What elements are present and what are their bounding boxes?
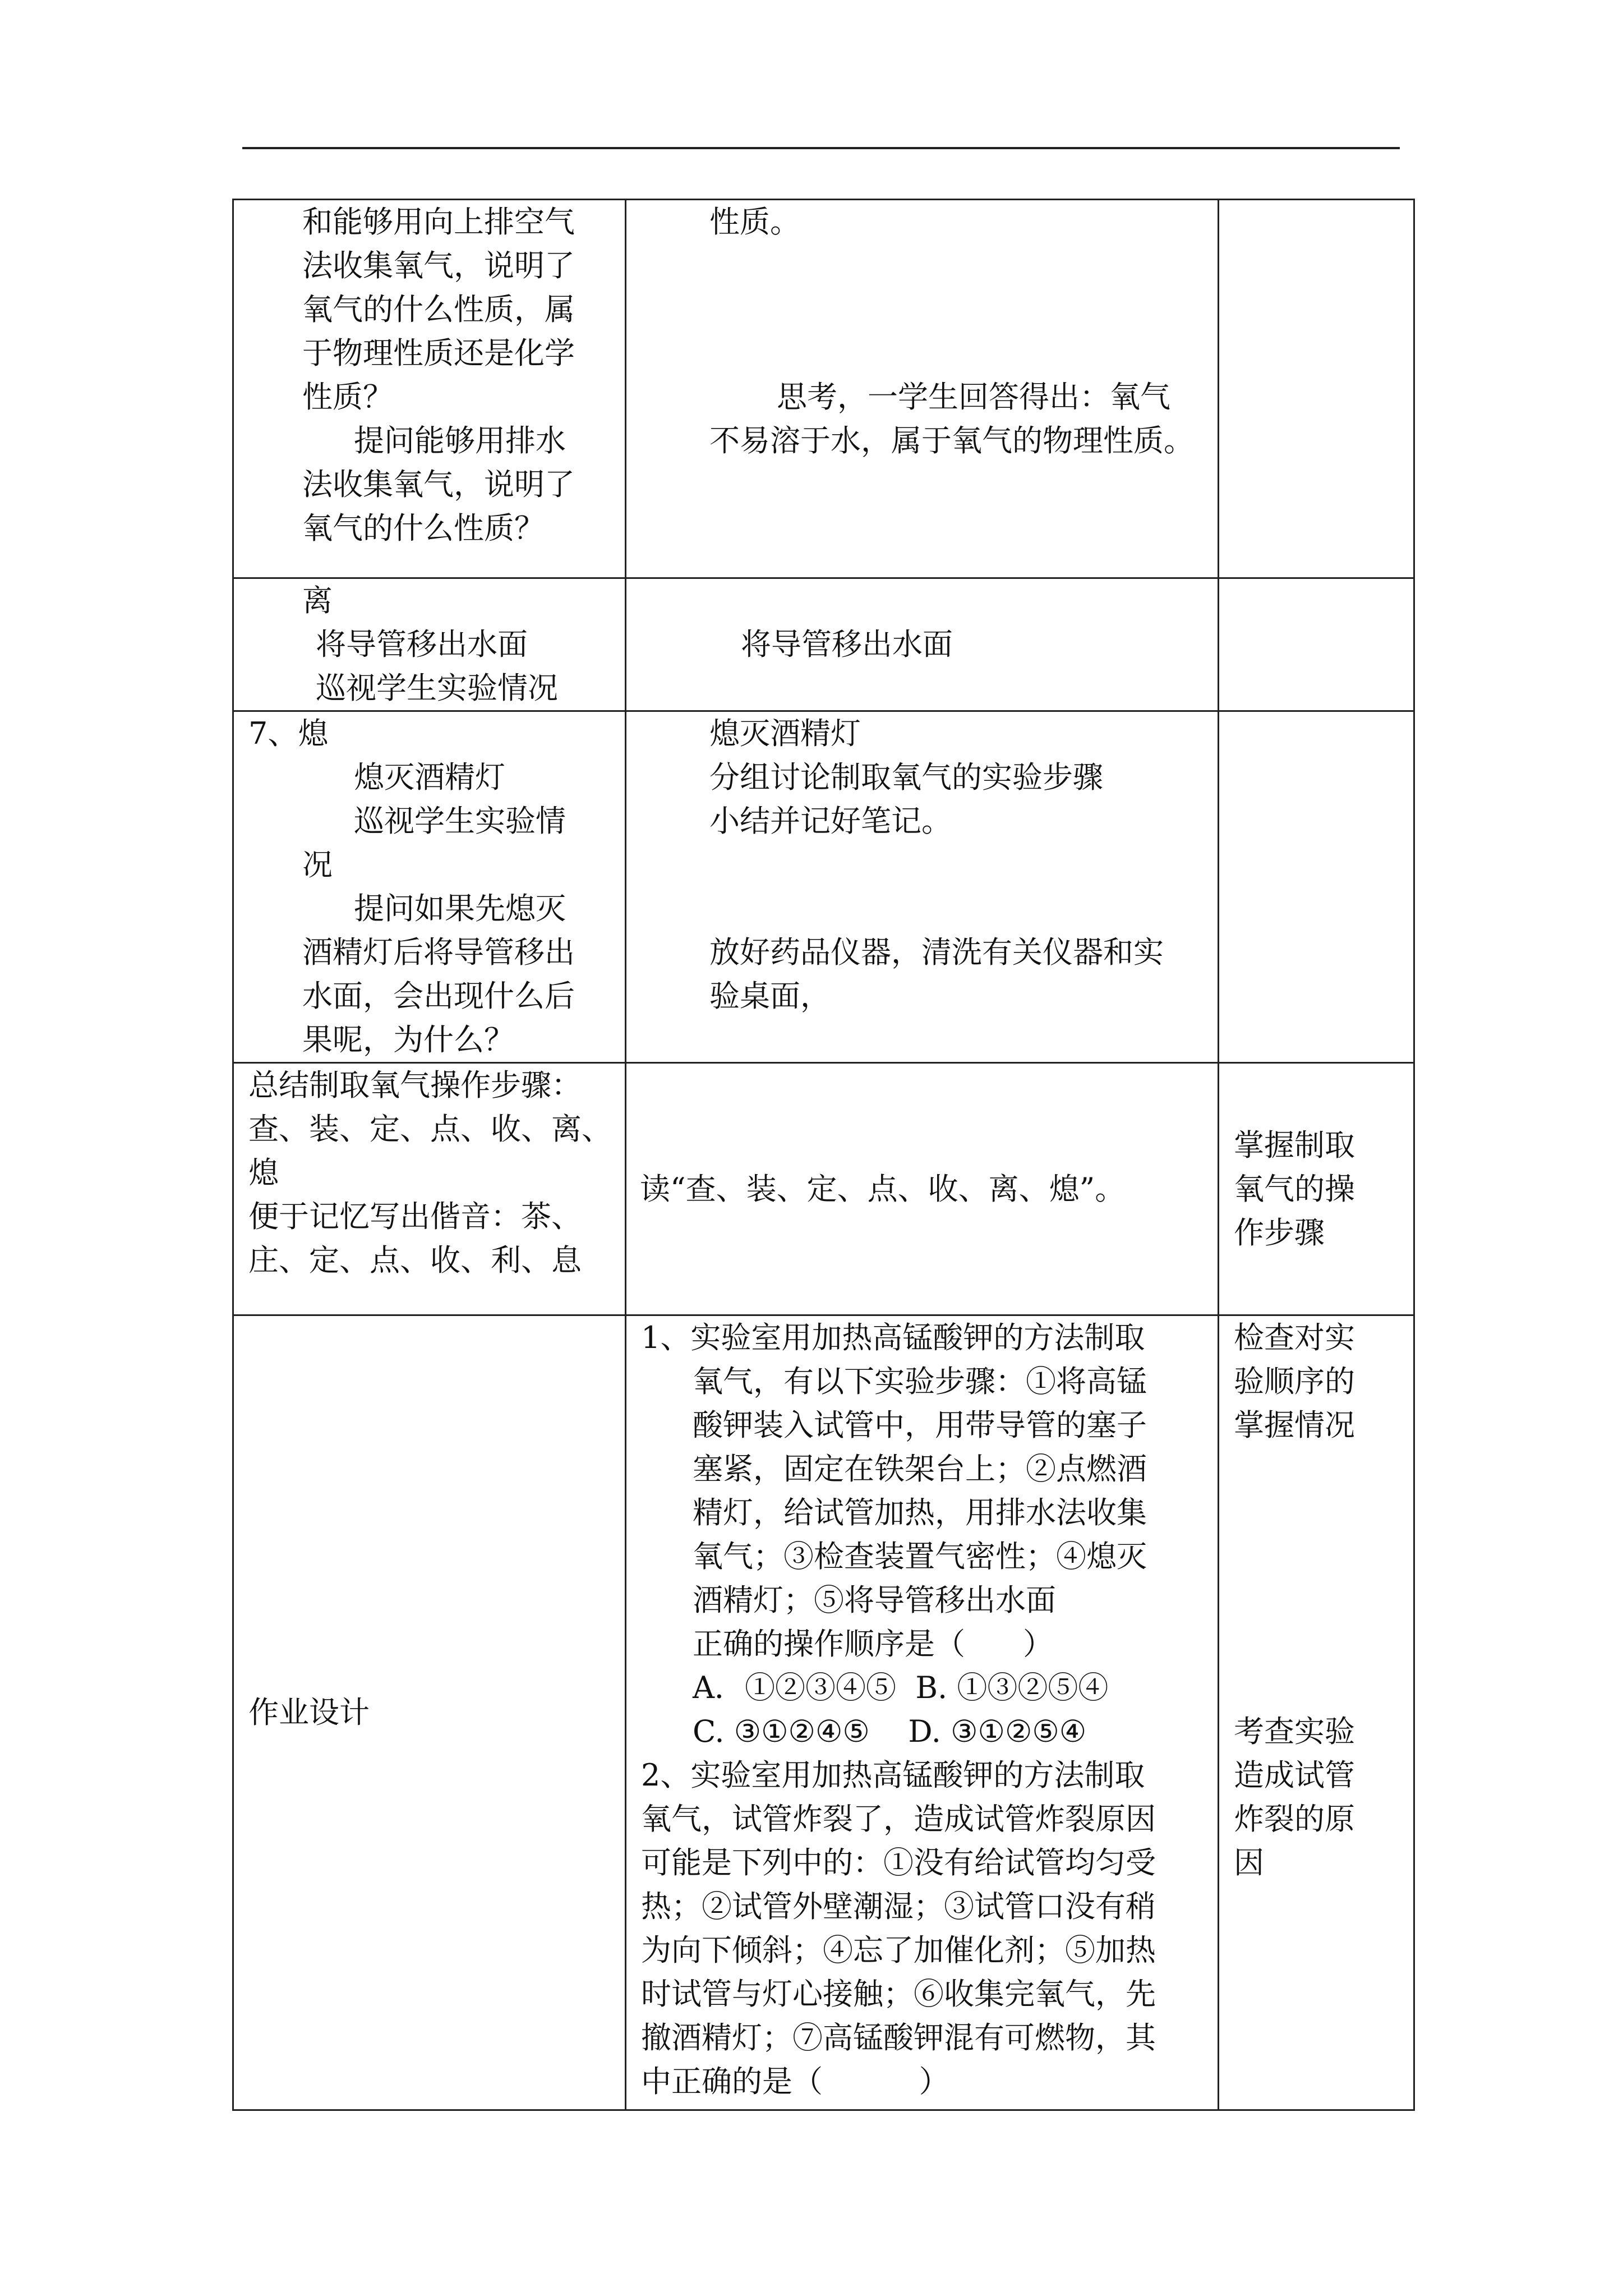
cell-text: 验顺序的 <box>1234 1364 1355 1399</box>
cell-text: 正确的操作顺序是（ ） <box>693 1626 1053 1662</box>
cell-text: 2、实验室用加热高锰酸钾的方法制取 <box>641 1757 1145 1793</box>
cell-text: A．①②③④⑤ B. ①③②⑤④ <box>693 1670 1109 1705</box>
cell-text: 庄、定、点、收、利、息 <box>248 1243 582 1278</box>
cell-text: 性质。 <box>709 204 800 240</box>
cell-text: 验桌面， <box>709 978 831 1014</box>
cell-text: 氧气，试管炸裂了，造成试管炸裂原因 <box>641 1801 1156 1837</box>
cell-text: 熄 <box>248 1155 279 1190</box>
cell-text: 氧气的什么性质，属 <box>302 292 575 327</box>
teacher-activity-cell <box>233 200 626 578</box>
cell-text: 读“查、装、定、点、收、离、熄”。 <box>640 1171 1126 1207</box>
cell-text: 法收集氧气，说明了 <box>302 248 575 283</box>
student-activity-cell <box>626 1315 1219 2110</box>
student-activity-cell <box>626 711 1219 1063</box>
cell-text: C. ③①②④⑤ D. ③①②⑤④ <box>693 1714 1087 1749</box>
cell-text: 塞紧，固定在铁架台上；②点燃酒 <box>693 1451 1147 1487</box>
teacher-activity-cell <box>233 578 626 711</box>
intent-cell <box>1219 1063 1414 1315</box>
intent-cell <box>1219 1315 1414 2110</box>
table-row <box>233 1063 1414 1315</box>
cell-text: 总结制取氧气操作步骤： <box>248 1068 582 1103</box>
cell-text: 可能是下列中的：①没有给试管均匀受 <box>641 1845 1156 1880</box>
cell-text: 精灯，给试管加热，用排水法收集 <box>693 1495 1147 1530</box>
cell-text: 查、装、定、点、收、离、 <box>248 1111 612 1147</box>
cell-text: 因 <box>1234 1845 1264 1880</box>
intent-cell <box>1219 578 1414 711</box>
cell-text: 作步骤 <box>1234 1214 1325 1250</box>
cell-text: 氧气的操 <box>1234 1171 1355 1207</box>
table-row <box>233 1315 1414 2110</box>
cell-text: 不易溶于水，属于氧气的物理性质。 <box>709 423 1194 458</box>
lesson-plan-table <box>232 199 1415 2111</box>
intent-cell <box>1219 200 1414 578</box>
student-activity-cell <box>626 1063 1219 1315</box>
cell-text: 提问如果先熄灭 <box>354 891 566 926</box>
cell-text: 作业设计 <box>248 1695 370 1730</box>
cell-text: 小结并记好笔记。 <box>709 803 952 839</box>
teacher-activity-cell <box>233 711 626 1063</box>
cell-text: 熄灭酒精灯 <box>354 760 505 795</box>
cell-text: 考查实验 <box>1234 1714 1355 1749</box>
cell-text: 7、熄 <box>248 716 329 751</box>
cell-text: 果呢，为什么？ <box>302 1022 514 1057</box>
cell-text: 掌握情况 <box>1234 1407 1355 1443</box>
table-row <box>233 711 1414 1063</box>
teacher-activity-cell <box>233 1315 626 2110</box>
cell-text: 氧气的什么性质？ <box>302 510 545 546</box>
cell-text: 酒精灯后将导管移出 <box>302 935 575 970</box>
cell-text: 水面，会出现什么后 <box>302 978 575 1014</box>
intent-cell <box>1219 711 1414 1063</box>
cell-text: 熄灭酒精灯 <box>709 716 861 751</box>
student-activity-cell <box>626 578 1219 711</box>
cell-text: 酸钾装入试管中，用带导管的塞子 <box>693 1407 1147 1443</box>
cell-text: 离 <box>302 583 333 618</box>
cell-text: 检查对实 <box>1234 1320 1355 1355</box>
cell-text: 巡视学生实验情况 <box>316 670 558 706</box>
cell-text: 法收集氧气，说明了 <box>302 467 575 502</box>
cell-text: 时试管与灯心接触；⑥收集完氧气，先 <box>641 1976 1156 2012</box>
cell-text: 氧气；③检查装置气密性；④熄灭 <box>693 1539 1147 1574</box>
cell-text: 造成试管 <box>1234 1757 1355 1793</box>
teacher-activity-cell <box>233 1063 626 1315</box>
cell-text: 热；②试管外壁潮湿；③试管口没有稍 <box>641 1889 1156 1924</box>
cell-text: 放好药品仪器，清洗有关仪器和实 <box>709 935 1164 970</box>
cell-text: 便于记忆写出偕音：茶、 <box>248 1199 582 1234</box>
table-row <box>233 578 1414 711</box>
cell-text: 于物理性质还是化学 <box>302 335 575 371</box>
cell-text: 撤酒精灯；⑦高锰酸钾混有可燃物，其 <box>641 2020 1156 2055</box>
cell-text: 和能够用向上排空气 <box>302 204 575 240</box>
cell-text: 提问能够用排水 <box>354 423 566 458</box>
cell-text: 况 <box>302 847 333 882</box>
cell-text: 掌握制取 <box>1234 1127 1355 1163</box>
cell-text: 分组讨论制取氧气的实验步骤 <box>709 760 1103 795</box>
cell-text: 中正确的是（ ） <box>641 2064 949 2099</box>
cell-text: 将导管移出水面 <box>316 627 528 662</box>
student-activity-cell <box>626 200 1219 578</box>
header-rule <box>242 147 1400 149</box>
cell-text: 1、实验室用加热高锰酸钾的方法制取 <box>641 1320 1145 1355</box>
cell-text: 思考，一学生回答得出：氧气 <box>777 379 1170 415</box>
table-row <box>233 200 1414 578</box>
cell-text: 性质？ <box>302 379 393 415</box>
cell-text: 为向下倾斜；④忘了加催化剂；⑤加热 <box>641 1932 1156 1968</box>
cell-text: 将导管移出水面 <box>741 627 953 662</box>
cell-text: 巡视学生实验情 <box>354 803 566 839</box>
cell-text: 炸裂的原 <box>1234 1801 1355 1837</box>
cell-text: 氧气，有以下实验步骤：①将高锰 <box>693 1364 1147 1399</box>
cell-text: 酒精灯；⑤将导管移出水面 <box>693 1582 1056 1618</box>
